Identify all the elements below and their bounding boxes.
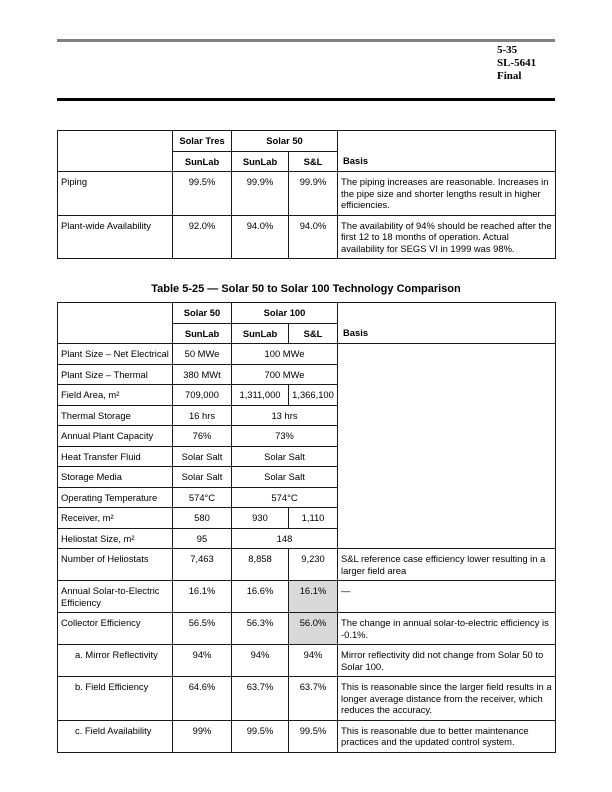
cell-value: 1,311,000 (232, 385, 289, 406)
cell-value-merged: 700 MWe (232, 364, 338, 385)
table2-header-row-groups (58, 303, 556, 324)
cell-value-merged: 574°C (232, 487, 338, 508)
row-label: Piping (58, 172, 173, 216)
cell-basis: Mirror reflectivity did not change from Solar 50 to Solar 100. (338, 645, 556, 677)
cell-value: 580 (173, 508, 232, 529)
col-header-sl: S&L (289, 323, 338, 344)
cell-value: Solar Salt (173, 467, 232, 488)
row-label: b. Field Efficiency (58, 677, 173, 721)
cell-value: 63.7% (232, 677, 289, 721)
col-header-sunlab-1: SunLab (173, 323, 232, 344)
cell-basis: The availability of 94% should be reached after the first 12 to 18 months of operation. Actual availability for SEGS VI in 1999 was 98%. (338, 215, 556, 259)
row-label: Annual Plant Capacity (58, 426, 173, 447)
empty-corner-cell (58, 131, 173, 172)
cell-value: 94.0% (289, 215, 338, 259)
row-label: Annual Solar-to-Electric Efficiency (58, 581, 173, 613)
col-header-solar-50: Solar 50 (173, 303, 232, 324)
basis-empty-merged-cell (338, 344, 556, 549)
row-label: Receiver, m² (58, 508, 173, 529)
table-row (58, 172, 556, 216)
row-label: Heat Transfer Fluid (58, 446, 173, 467)
row-label: Heliostat Size, m² (58, 528, 173, 549)
cell-value: Solar Salt (173, 446, 232, 467)
col-header-sunlab-2: SunLab (232, 323, 289, 344)
cell-basis: S&L reference case efficiency lower resulting in a larger field area (338, 549, 556, 581)
cell-value: 94.0% (232, 215, 289, 259)
cell-value: 1,366,100 (289, 385, 338, 406)
cell-value-merged: 73% (232, 426, 338, 447)
cell-value-merged: 148 (232, 528, 338, 549)
header-rule-bottom (57, 98, 555, 101)
doc-number: SL-5641 (497, 57, 537, 69)
cell-value: 94% (289, 645, 338, 677)
cell-value: 16 hrs (173, 405, 232, 426)
cell-value: 930 (232, 508, 289, 529)
doc-status: Final (497, 70, 522, 82)
table-row (58, 549, 556, 581)
cell-basis: This is reasonable due to better maintenance practices and the updated control system. (338, 720, 556, 752)
cell-basis: The change in annual solar-to-electric efficiency is -0.1%. (338, 613, 556, 645)
row-label: c. Field Availability (58, 720, 173, 752)
cell-value: 92.0% (173, 215, 232, 259)
row-label: Plant Size – Thermal (58, 364, 173, 385)
page-header (497, 44, 536, 83)
cell-value: 16.6% (232, 581, 289, 613)
table-row (58, 344, 556, 365)
cell-value: 709,000 (173, 385, 232, 406)
col-header-solar-50: Solar 50 (232, 131, 338, 152)
row-label: Collector Efficiency (58, 613, 173, 645)
cell-value: 94% (173, 645, 232, 677)
cell-value-merged: Solar Salt (232, 467, 338, 488)
cell-value: 99% (173, 720, 232, 752)
table1-header-row-groups (58, 131, 556, 152)
cell-value: 95 (173, 528, 232, 549)
col-header-basis: Basis (338, 303, 556, 344)
col-header-sunlab-1: SunLab (173, 151, 232, 172)
cell-value: 56.3% (232, 613, 289, 645)
cell-value: 7,463 (173, 549, 232, 581)
col-header-sunlab-2: SunLab (232, 151, 289, 172)
table-row (58, 677, 556, 721)
table-row (58, 613, 556, 645)
table-row (58, 645, 556, 677)
cell-value: 64.6% (173, 677, 232, 721)
cell-value: 56.5% (173, 613, 232, 645)
row-label: Number of Heliostats (58, 549, 173, 581)
cell-value: 63.7% (289, 677, 338, 721)
col-header-solar-tres: Solar Tres (173, 131, 232, 152)
cell-basis: — (338, 581, 556, 613)
page-number: 5-35 (497, 44, 518, 56)
table-row (58, 720, 556, 752)
cell-value: 99.5% (173, 172, 232, 216)
cell-value: 50 MWe (173, 344, 232, 365)
empty-corner-cell (58, 303, 173, 344)
row-label: Plant-wide Availability (58, 215, 173, 259)
col-header-basis: Basis (338, 131, 556, 172)
cell-value: 9,230 (289, 549, 338, 581)
row-label: Operating Temperature (58, 487, 173, 508)
cell-value-merged: Solar Salt (232, 446, 338, 467)
availability-comparison-table (57, 130, 556, 259)
technology-comparison-table (57, 302, 556, 753)
cell-value: 8,858 (232, 549, 289, 581)
row-label: Thermal Storage (58, 405, 173, 426)
row-label: a. Mirror Reflectivity (58, 645, 173, 677)
col-header-sl: S&L (289, 151, 338, 172)
cell-value: 76% (173, 426, 232, 447)
cell-value: 574°C (173, 487, 232, 508)
cell-value: 99.9% (289, 172, 338, 216)
cell-value: 99.5% (232, 720, 289, 752)
cell-value-highlighted: 16.1% (289, 581, 338, 613)
cell-value-merged: 100 MWe (232, 344, 338, 365)
row-label: Field Area, m² (58, 385, 173, 406)
cell-value: 16.1% (173, 581, 232, 613)
cell-value: 99.5% (289, 720, 338, 752)
table-row (58, 215, 556, 259)
cell-basis: This is reasonable since the larger field results in a longer average distance from the receiver, which reduces the accuracy. (338, 677, 556, 721)
col-header-solar-100: Solar 100 (232, 303, 338, 324)
row-label: Plant Size – Net Electrical (58, 344, 173, 365)
cell-value: 1,110 (289, 508, 338, 529)
cell-basis: The piping increases are reasonable. Increases in the pipe size and shorter lengths result in higher efficiencies. (338, 172, 556, 216)
row-label: Storage Media (58, 467, 173, 488)
cell-value-highlighted: 56.0% (289, 613, 338, 645)
cell-value-merged: 13 hrs (232, 405, 338, 426)
cell-value: 99.9% (232, 172, 289, 216)
cell-value: 94% (232, 645, 289, 677)
table-title: Table 5-25 — Solar 50 to Solar 100 Technology Comparison (151, 283, 461, 295)
header-rule-top (57, 39, 555, 42)
table-row (58, 581, 556, 613)
cell-value: 380 MWt (173, 364, 232, 385)
